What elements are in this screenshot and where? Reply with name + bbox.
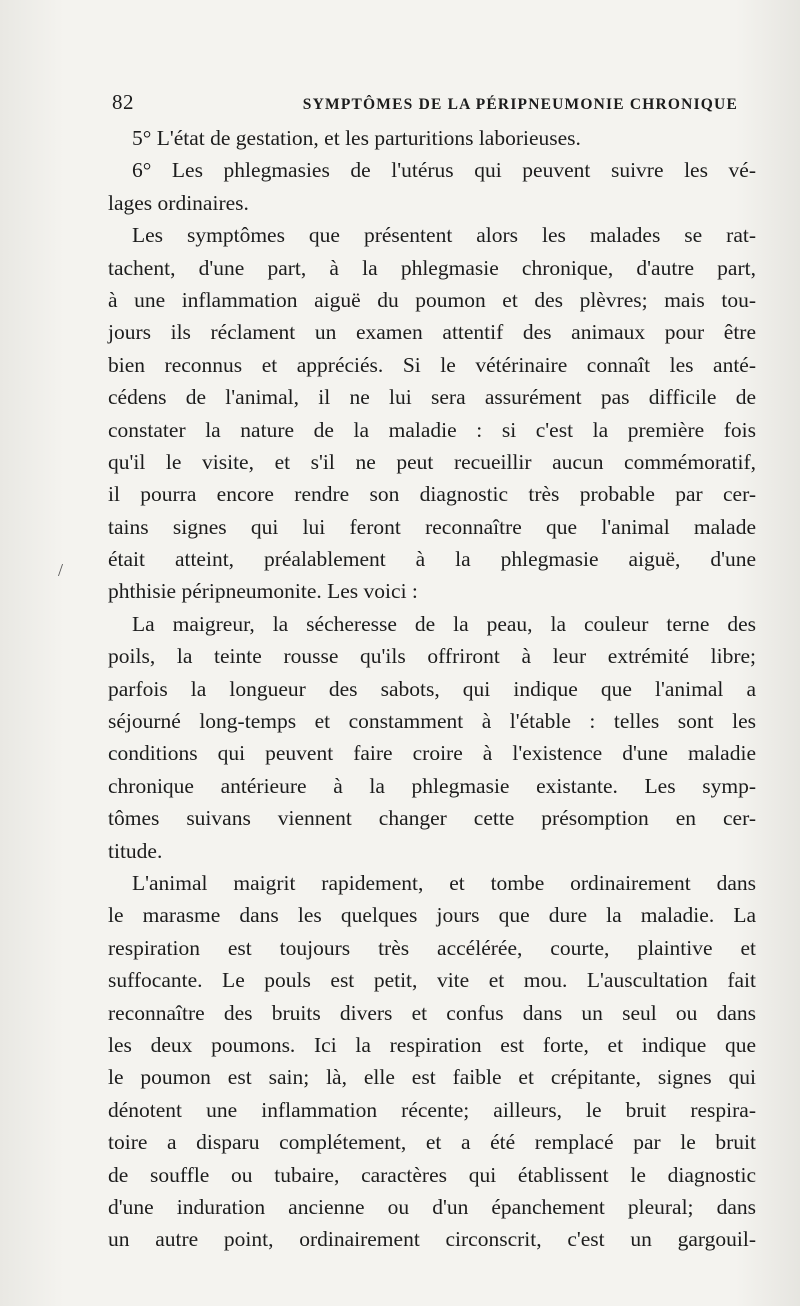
- text-line: phthisie péripneumonite. Les voici :: [108, 579, 418, 604]
- text-line: 5° L'état de gestation, et les parturitions laborieuses.: [132, 126, 581, 150]
- text-line: qu'il le visite, et s'il ne peut recueillir aucun commémoratif,: [108, 449, 756, 474]
- margin-pencil-mark: /: [58, 560, 64, 580]
- text-line: constater la nature de la maladie : si c'est la première fois: [108, 417, 756, 442]
- text-line: chronique antérieure à la phlegmasie existante. Les symp-: [108, 773, 756, 798]
- text-line: d'une induration ancienne ou d'un épanchement pleural; dans: [108, 1194, 756, 1219]
- text-line: séjourné long-temps et constamment à l'étable : telles sont les: [108, 709, 756, 734]
- text-line: à une inflammation aiguë du poumon et des plèvres; mais tou-: [108, 287, 756, 312]
- text-line: respiration est toujours très accélérée, courte, plaintive et: [108, 935, 756, 960]
- text-line: suffocante. Le pouls est petit, vite et mou. L'auscultation fait: [108, 968, 756, 993]
- text-line: cédens de l'animal, il ne lui sera assurément pas difficile de: [108, 385, 756, 410]
- text-line: le poumon est sain; là, elle est faible et crépitante, signes qui: [108, 1065, 756, 1090]
- text-line: tachent, d'une part, à la phlegmasie chronique, d'autre part,: [108, 255, 756, 280]
- text-line: L'animal maigrit rapidement, et tombe ordinairement dans: [132, 870, 756, 895]
- text-line: toire a disparu complétement, et a été remplacé par le bruit: [108, 1130, 756, 1155]
- text-line: tains signes qui lui feront reconnaître que l'animal malade: [108, 514, 756, 539]
- text-line: le marasme dans les quelques jours que dure la maladie. La: [108, 903, 756, 928]
- text-line: 6° Les phlegmasies de l'utérus qui peuvent suivre les vé-: [132, 158, 756, 183]
- text-line: un autre point, ordinairement circonscrit, c'est un gargouil-: [108, 1227, 756, 1252]
- text-line: reconnaître des bruits divers et confus dans un seul ou dans: [108, 1000, 756, 1025]
- text-line: était atteint, préalablement à la phlegmasie aiguë, d'une: [108, 547, 756, 572]
- text-line: conditions qui peuvent faire croire à l'existence d'une maladie: [108, 741, 756, 766]
- text-line: bien reconnus et appréciés. Si le vétérinaire connaît les anté-: [108, 352, 756, 377]
- text-line: de souffle ou tubaire, caractères qui établissent le diagnostic: [108, 1162, 756, 1187]
- running-title: SYMPTÔMES DE LA PÉRIPNEUMONIE CHRONIQUE: [302, 96, 738, 113]
- text-line: jours ils réclament un examen attentif des animaux pour être: [108, 320, 756, 345]
- text-line: poils, la teinte rousse qu'ils offriront à leur extrémité libre;: [108, 644, 756, 669]
- text-line: dénotent une inflammation récente; ailleurs, le bruit respira-: [108, 1097, 756, 1122]
- text-line: La maigreur, la sécheresse de la peau, la couleur terne des: [132, 611, 756, 636]
- text-line: titude.: [108, 838, 163, 863]
- text-line: lages ordinaires.: [108, 190, 249, 215]
- text-line: tômes suivans viennent changer cette présomption en cer-: [108, 806, 756, 831]
- page-number: 82: [112, 90, 134, 114]
- text-line: il pourra encore rendre son diagnostic très probable par cer-: [108, 482, 756, 507]
- text-line: parfois la longueur des sabots, qui indique que l'animal a: [108, 676, 756, 701]
- text-line: Les symptômes que présentent alors les malades se rat-: [132, 223, 756, 248]
- text-line: les deux poumons. Ici la respiration est forte, et indique que: [108, 1032, 756, 1057]
- body-text: [108, 122, 756, 1256]
- page-header: [112, 90, 738, 120]
